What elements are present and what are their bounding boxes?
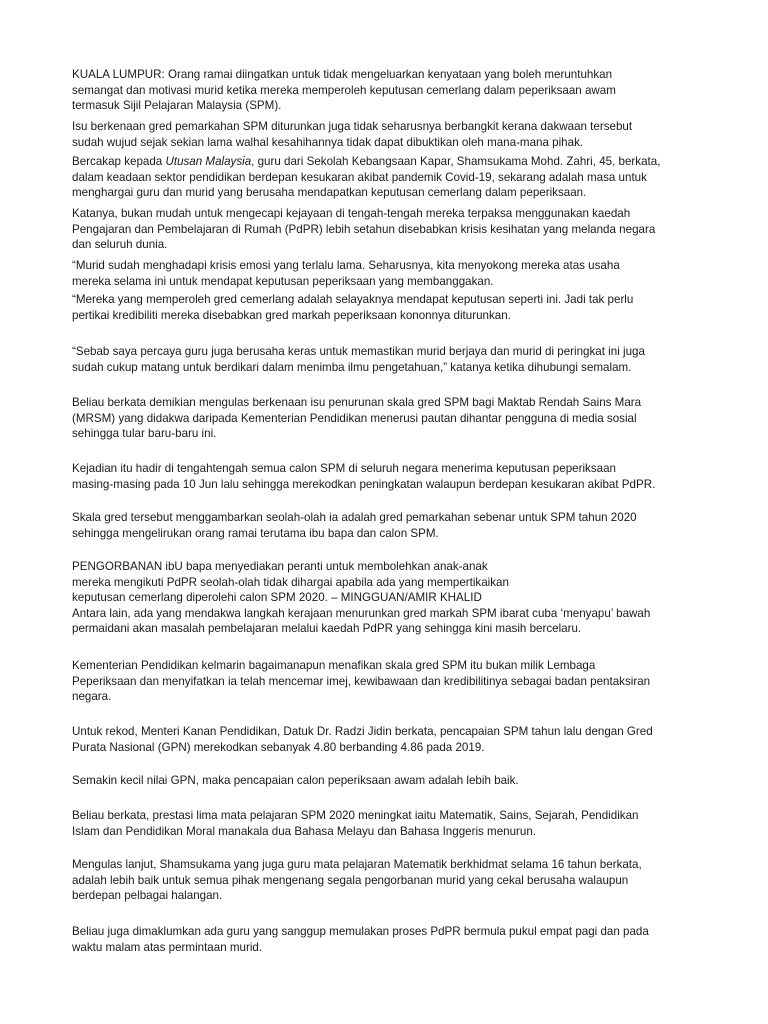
paragraph-12 bbox=[72, 658, 702, 705]
paragraph-6 bbox=[72, 292, 702, 323]
text-line: Beliau berkata demikian mengulas berkenaan isu penurunan skala gred SPM bagi Maktab Rendah Sains Mara bbox=[72, 396, 642, 409]
paragraph-2 bbox=[72, 119, 702, 150]
text-line: Pengajaran dan Pembelajaran di Rumah (PdPR) lebih setahun disebabkan krisis kesihatan yang melanda negara bbox=[72, 222, 656, 236]
paragraph-4 bbox=[72, 206, 702, 253]
text-line: Islam dan Pendidikan Moral manakala dua Bahasa Melayu dan Bahasa Inggeris menurun. bbox=[72, 824, 537, 838]
text-line: Kejadian itu hadir di tengahtengah semua calon SPM di seluruh negara menerima keputusan peperiksaan bbox=[72, 462, 616, 475]
text-line: Beliau juga dimaklumkan ada guru yang sanggup memulakan proses PdPR bermula pukul empat pagi dan pada bbox=[72, 925, 649, 938]
text-line: berdepan pelbagai halangan. bbox=[72, 889, 223, 903]
text-line: sehingga tular baru-baru ini. bbox=[72, 427, 217, 441]
text-line: (MRSM) yang didakwa daripada Kementerian Pendidikan menerusi pautan dihantar pengguna di media sosial bbox=[72, 411, 637, 425]
text-line: “Mereka yang memperoleh gred cemerlang adalah selayaknya mendapat keputusan seperti ini. Jadi tak perlu bbox=[72, 293, 634, 306]
paragraph-3 bbox=[72, 154, 702, 201]
paragraph-5 bbox=[72, 258, 702, 289]
image-caption-line: mereka mengikuti PdPR seolah-olah tidak dihargai apabila ada yang mempertikaikan bbox=[72, 575, 509, 589]
text-line: mereka selama ini untuk mendapat keputusan peperiksaan yang membanggakan. bbox=[72, 274, 494, 288]
publication-name: Utusan Malaysia bbox=[165, 155, 252, 168]
text-line: Peperiksaan dan menyifatkan ia telah mencemar imej, kewibawaan dan kredibilitinya sebagai badan pentaksiran bbox=[72, 674, 651, 688]
paragraph-17 bbox=[72, 924, 702, 955]
text-line: Beliau berkata, prestasi lima mata pelajaran SPM 2020 meningkat iaitu Matematik, Sains, Sejarah, Pendidikan bbox=[72, 809, 639, 822]
text-line: permaidani akan masalah pembelajaran melalui kaedah PdPR yang sehingga kini masih bercelaru. bbox=[72, 622, 582, 636]
text-line: negara. bbox=[72, 690, 112, 704]
text-line: “Sebab saya percaya guru juga berusaha keras untuk memastikan murid berjaya dan murid di peringkat ini juga bbox=[72, 345, 645, 358]
paragraph-15 bbox=[72, 808, 702, 839]
text-line: Mengulas lanjut, Shamsukama yang juga guru mata pelajaran Matematik berkhidmat selama 16 tahun berkata, bbox=[72, 858, 642, 871]
paragraph-14 bbox=[72, 773, 702, 789]
text-line: “Murid sudah menghadapi krisis emosi yang terlalu lama. Seharusnya, kita menyokong mereka atas usaha bbox=[72, 259, 620, 272]
text-line: waktu malam atas permintaan murid. bbox=[72, 940, 263, 954]
text-line: Katanya, bukan mudah untuk mengecapi kejayaan di tengah-tengah mereka terpaksa menggunakan kaedah bbox=[72, 207, 631, 220]
text-line: dan seluruh dunia. bbox=[72, 238, 168, 252]
paragraph-16 bbox=[72, 857, 702, 904]
text-line: Antara lain, ada yang mendakwa langkah kerajaan menurunkan gred markah SPM ibarat cuba ‘menyapu’ bawah bbox=[72, 606, 651, 620]
text-run: , guru dari Sekolah Kebangsaan Kapar, Shamsukama Mohd. Zahri, 45, berkata, bbox=[251, 155, 661, 168]
text-line: Kementerian Pendidikan kelmarin bagaimanapun menafikan skala gred SPM itu bukan milik Lembaga bbox=[72, 659, 596, 672]
text-line: menghargai guru dan murid yang berusaha mendapatkan keputusan cemerlang dalam peperiksaan. bbox=[72, 186, 587, 200]
text-line: dalam keadaan sektor pendidikan berdepan kesukaran akibat pandemik Covid-19, sekarang adalah masa untuk bbox=[72, 170, 647, 184]
text-line: termasuk Sijil Pelajaran Malaysia (SPM). bbox=[72, 99, 282, 113]
text-line: masing-masing pada 10 Jun lalu sehingga merekodkan peningkatan walaupun berdepan kesukaran akibat PdPR. bbox=[72, 477, 656, 491]
text-line: adalah lebih baik untuk semua pihak mengenang segala pengorbanan murid yang cekal berusaha walaupun bbox=[72, 873, 629, 887]
text-line: Isu berkenaan gred pemarkahan SPM diturunkan juga tidak seharusnya berbangkit kerana dakwaan tersebut bbox=[72, 120, 633, 133]
text-line: Purata Nasional (GPN) merekodkan sebanyak 4.80 berbanding 4.86 pada 2019. bbox=[72, 740, 485, 754]
text-run: Bercakap kepada bbox=[72, 155, 166, 168]
image-caption-line: keputusan cemerlang diperolehi calon SPM 2020. – MINGGUAN/AMIR KHALID bbox=[72, 591, 482, 605]
text-line: Semakin kecil nilai GPN, maka pencapaian calon peperiksaan awam adalah lebih baik. bbox=[72, 774, 519, 787]
paragraph-7 bbox=[72, 344, 702, 375]
paragraph-9 bbox=[72, 461, 702, 492]
text-line: Skala gred tersebut menggambarkan seolah-olah ia adalah gred pemarkahan sebenar untuk SPM tahun 2020 bbox=[72, 511, 637, 524]
text-line: pertikai kredibiliti mereka disebabkan gred markah peperiksaan kononnya diturunkan. bbox=[72, 308, 511, 322]
text-line: sehingga mengelirukan orang ramai terutama ibu bapa dan calon SPM. bbox=[72, 526, 439, 540]
text-line: sudah wujud sejak sekian lama walhal kesahihannya tidak dapat dibuktikan oleh mana-mana pihak. bbox=[72, 135, 584, 149]
text-line: semangat dan motivasi murid ketika mereka memperoleh keputusan cemerlang dalam peperiksaan awam bbox=[72, 83, 616, 97]
text-line: sudah cukup matang untuk berdikari dalam menimba ilmu pengetahuan,” katanya ketika dihubungi semalam. bbox=[72, 360, 632, 374]
paragraph-10 bbox=[72, 510, 702, 541]
text-line: Untuk rekod, Menteri Kanan Pendidikan, Datuk Dr. Radzi Jidin berkata, pencapaian SPM tahun lalu dengan Gred bbox=[72, 725, 653, 738]
text-line: KUALA LUMPUR: Orang ramai diingatkan untuk tidak mengeluarkan kenyataan yang boleh meruntuhkan bbox=[72, 68, 613, 81]
paragraph-11 bbox=[72, 559, 702, 637]
paragraph-1 bbox=[72, 67, 702, 114]
paragraph-13 bbox=[72, 724, 702, 755]
paragraph-8 bbox=[72, 395, 702, 442]
image-caption-line: PENGORBANAN ibU bapa menyediakan peranti untuk membolehkan anak-anak bbox=[72, 560, 488, 573]
text-line bbox=[72, 154, 702, 170]
